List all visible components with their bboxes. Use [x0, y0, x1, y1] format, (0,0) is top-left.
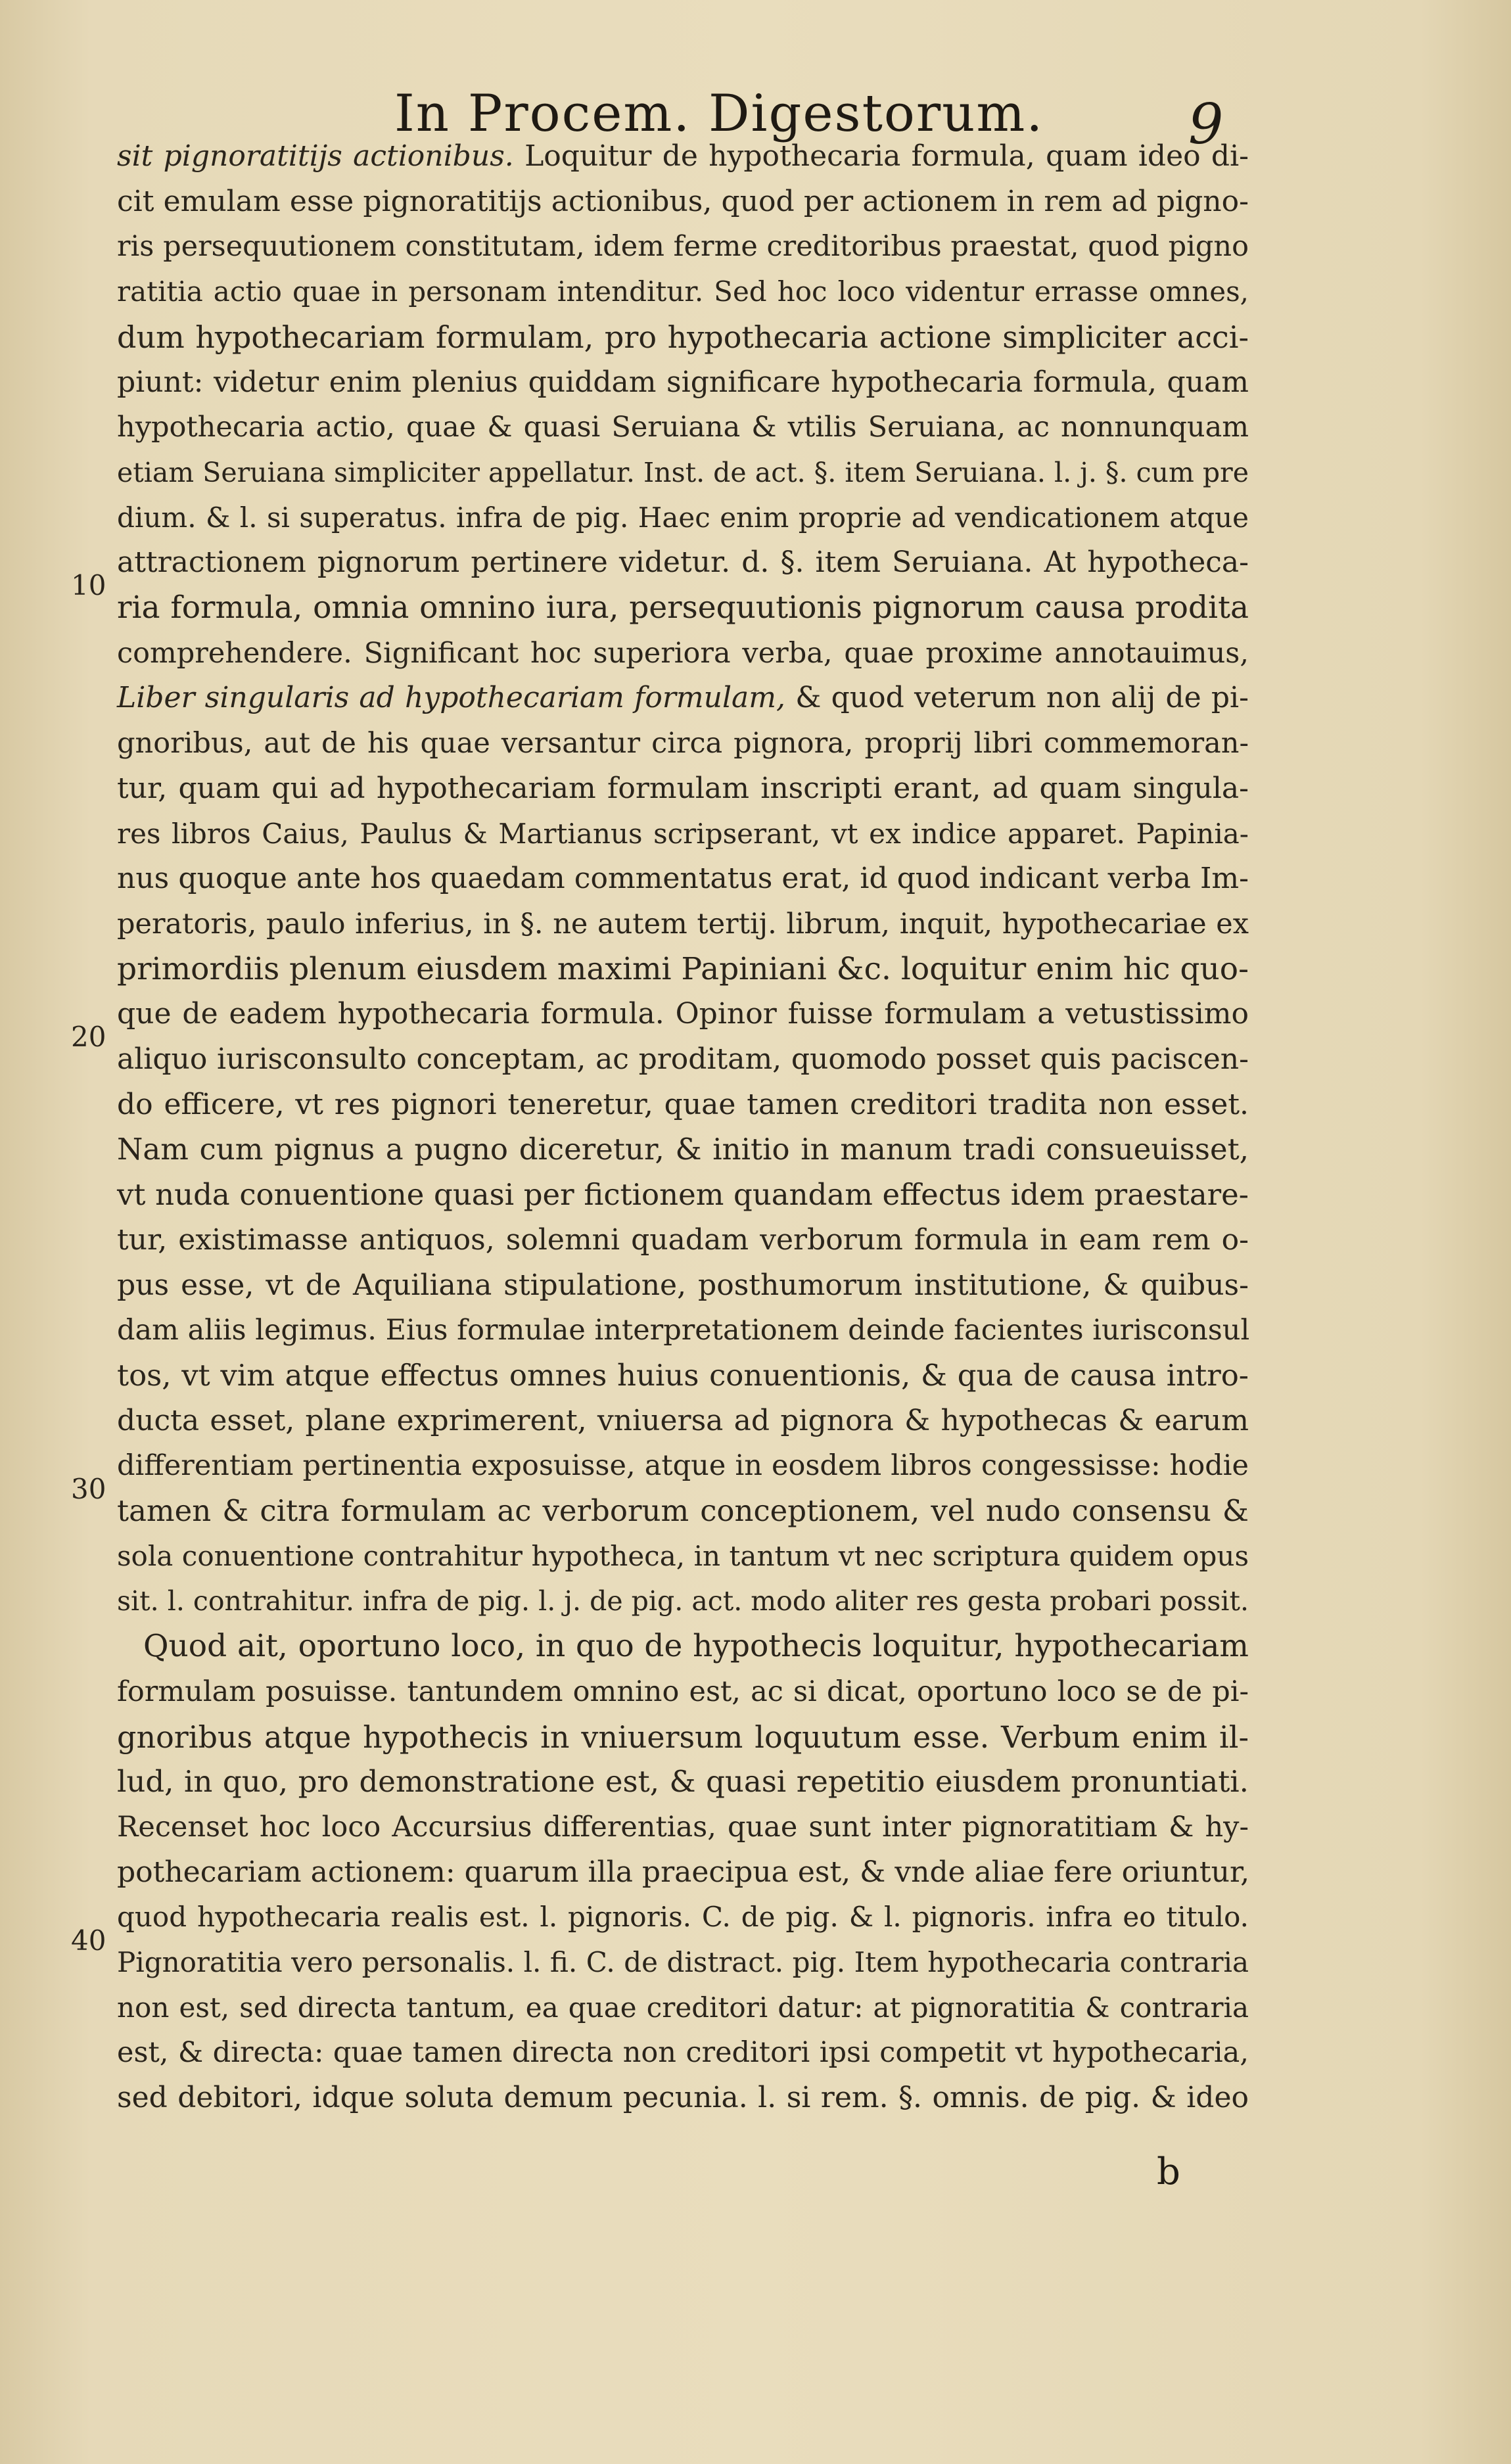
line-text: que de eadem hypothecaria formula. Opinor fuisse formulam a vetustissimo [117, 997, 1249, 1031]
line-text: tur, quam qui ad hypothecariam formulam inscripti erant, ad quam singula- [117, 772, 1249, 805]
text-line [117, 1173, 1249, 1217]
text-line [117, 180, 1249, 223]
line-text: Pignoratitia vero personalis. l. fi. C. de distract. pig. Item hypothecaria contraria [117, 1946, 1249, 1978]
text-line [117, 1128, 1249, 1171]
text-line [117, 676, 1249, 720]
line-text: dium. & l. si superatus. infra de pig. Haec enim proprie ad vendicationem atque [117, 501, 1249, 534]
text-line [117, 586, 1249, 630]
text-line [117, 1309, 1249, 1352]
line-text: do efficere, vt res pignori teneretur, quae tamen creditori tradita non esset. [117, 1088, 1249, 1121]
line-text: Loquitur de hypothecaria formula, quam ideo di- [513, 139, 1249, 173]
text-line [117, 361, 1249, 404]
text-line [117, 315, 1249, 359]
text-line [117, 2031, 1249, 2074]
text-line [117, 812, 1249, 856]
line-text: pothecariam actionem: quarum illa praecipua est, & vnde aliae fere oriuntur, [117, 1855, 1250, 1889]
line-text: non est, sed directa tantum, ea quae creditori datur: at pignoratitia & contraria [117, 1991, 1249, 2024]
line-text: nus quoque ante hos quaedam commentatus erat, id quod indicant verba Im- [117, 862, 1249, 895]
text-line [117, 451, 1249, 494]
text-line [117, 1083, 1249, 1127]
margin-line-number: 20 [71, 1021, 106, 1053]
text-line [117, 2076, 1249, 2120]
text-line [117, 722, 1249, 765]
italic-lemma: sit pignoratitijs actionibus. [117, 139, 514, 173]
text-line [117, 270, 1249, 314]
line-text: est, & directa: quae tamen directa non creditori ipsi competit vt hypothecaria, [117, 2036, 1249, 2069]
line-text: hypothecaria actio, quae & quasi Seruiana & vtilis Seruiana, ac nonnunquam [117, 411, 1249, 444]
margin-line-number: 10 [71, 569, 106, 601]
line-text: attractionem pignorum pertinere videtur. d. §. item Seruiana. At hypotheca- [117, 546, 1249, 579]
text-line [117, 406, 1249, 449]
line-text: dam aliis legimus. Eius formulae interpretationem deinde facientes iurisconsul [117, 1314, 1250, 1347]
line-text: res libros Caius, Paulus & Martianus scripserant, vt ex indice apparet. Papinia- [117, 818, 1249, 850]
line-text: sed debitori, idque soluta demum pecunia. l. si rem. §. omnis. de pig. & ideo [117, 2081, 1249, 2114]
text-line [117, 1535, 1249, 1578]
text-line [117, 1760, 1249, 1803]
line-text: quod hypothecaria realis est. l. pignoris. C. de pig. & l. pignoris. infra eo titulo. [117, 1901, 1249, 1933]
line-text: dum hypothecariam formulam, pro hypothecaria actione simpliciter acci- [117, 319, 1249, 355]
text-line [117, 857, 1249, 900]
text-line [117, 767, 1249, 810]
line-text: etiam Seruiana simpliciter appellatur. Inst. de act. §. item Seruiana. l. j. §. cum pre [117, 457, 1249, 488]
text-line [117, 496, 1249, 540]
line-text: ratitia actio quae in personam intenditur. Sed hoc loco videntur errasse omnes, [117, 275, 1249, 308]
signature-mark: b [1157, 2150, 1180, 2193]
text-line [117, 1489, 1249, 1533]
text-line [117, 1986, 1249, 2030]
line-text: tur, existimasse antiquos, solemni quadam verborum formula in eam rem o- [117, 1223, 1249, 1257]
line-text: primordiis plenum eiusdem maximi Papiniani &c. loquitur enim hic quo- [117, 951, 1249, 987]
line-text: piunt: videtur enim plenius quiddam significare hypothecaria formula, quam [117, 365, 1249, 399]
italic-lemma: Liber singularis ad hypothecariam formulam, [117, 681, 785, 714]
text-line [117, 541, 1249, 584]
line-text: tos, vt vim atque effectus omnes huius conuentionis, & qua de causa intro- [117, 1358, 1249, 1393]
line-text: Quod ait, oportuno loco, in quo de hypothecis loquitur, hypothecariam [143, 1628, 1249, 1664]
line-text: differentiam pertinentia exposuisse, atque in eosdem libros congessisse: hodie [117, 1449, 1249, 1482]
line-text: sit. l. contrahitur. infra de pig. l. j. de pig. act. modo aliter res gesta probari possit. [117, 1585, 1249, 1617]
text-line [117, 225, 1249, 268]
line-text: cit emulam esse pignoratitijs actionibus, quod per actionem in rem ad pigno- [117, 185, 1249, 218]
text-line [117, 1670, 1249, 1713]
line-text: formulam posuisse. tantundem omnino est, ac si dicat, oportuno loco se de pi- [117, 1675, 1249, 1708]
line-text: tamen & citra formulam ac verborum conceptionem, vel nudo consensu & [117, 1493, 1249, 1528]
line-text: ducta esset, plane exprimerent, vniuersa ad pignora & hypothecas & earum [117, 1404, 1249, 1437]
page-number: 9 [1188, 92, 1224, 156]
line-text: gnoribus atque hypothecis in vniuersum loquutum esse. Verbum enim il- [117, 1719, 1249, 1755]
line-text: comprehendere. Significant hoc superiora verba, quae proxime annotauimus, [117, 637, 1249, 670]
text-line [117, 632, 1249, 675]
text-line [117, 1805, 1249, 1849]
line-text: lud, in quo, pro demonstratione est, & quasi repetitio eiusdem pronuntiati. [117, 1764, 1249, 1799]
line-text: sola conuentione contrahitur hypotheca, in tantum vt nec scriptura quidem opus [117, 1540, 1249, 1572]
text-line [117, 1579, 1249, 1623]
text-line [117, 948, 1249, 991]
running-title: In Procem. Digestorum. [394, 84, 1044, 143]
text-line [117, 1444, 1249, 1487]
line-text: ria formula, omnia omnino iura, persequutionis pignorum causa prodita [117, 590, 1249, 626]
text-line [117, 1715, 1249, 1759]
text-line [117, 1264, 1249, 1307]
line-text: vt nuda conuentione quasi per fictionem quandam effectus idem praestare- [117, 1177, 1249, 1212]
text-line [117, 1038, 1249, 1081]
text-line [117, 1399, 1249, 1443]
text-line [117, 902, 1249, 946]
text-line [117, 1219, 1249, 1262]
line-text: & quod veterum non alij de pi- [785, 681, 1249, 714]
text-line [117, 1354, 1249, 1397]
line-text: aliquo iurisconsulto conceptam, ac proditam, quomodo posset quis paciscen- [117, 1042, 1249, 1076]
text-line [143, 1625, 1249, 1668]
text-line [117, 992, 1249, 1036]
text-line [117, 1851, 1249, 1894]
line-text: gnoribus, aut de his quae versantur circa pignora, proprij libri commemoran- [117, 727, 1249, 760]
text-line [117, 1895, 1249, 1939]
margin-line-number: 40 [71, 1924, 106, 1957]
line-text: ris persequutionem constitutam, idem ferme creditoribus praestat, quod pigno [117, 230, 1249, 263]
line-text: pus esse, vt de Aquiliana stipulatione, posthumorum institutione, & quibus- [117, 1268, 1249, 1302]
text-line [117, 1941, 1249, 1984]
line-text: Nam cum pignus a pugno diceretur, & initio in manum tradi consueuisset, [117, 1132, 1249, 1167]
text-line [117, 135, 1249, 178]
margin-line-number: 30 [71, 1473, 106, 1505]
line-text: peratoris, paulo inferius, in §. ne autem tertij. librum, inquit, hypothecariae ex [117, 908, 1249, 941]
line-text: Recenset hoc loco Accursius differentias, quae sunt inter pignoratitiam & hy- [117, 1811, 1249, 1844]
